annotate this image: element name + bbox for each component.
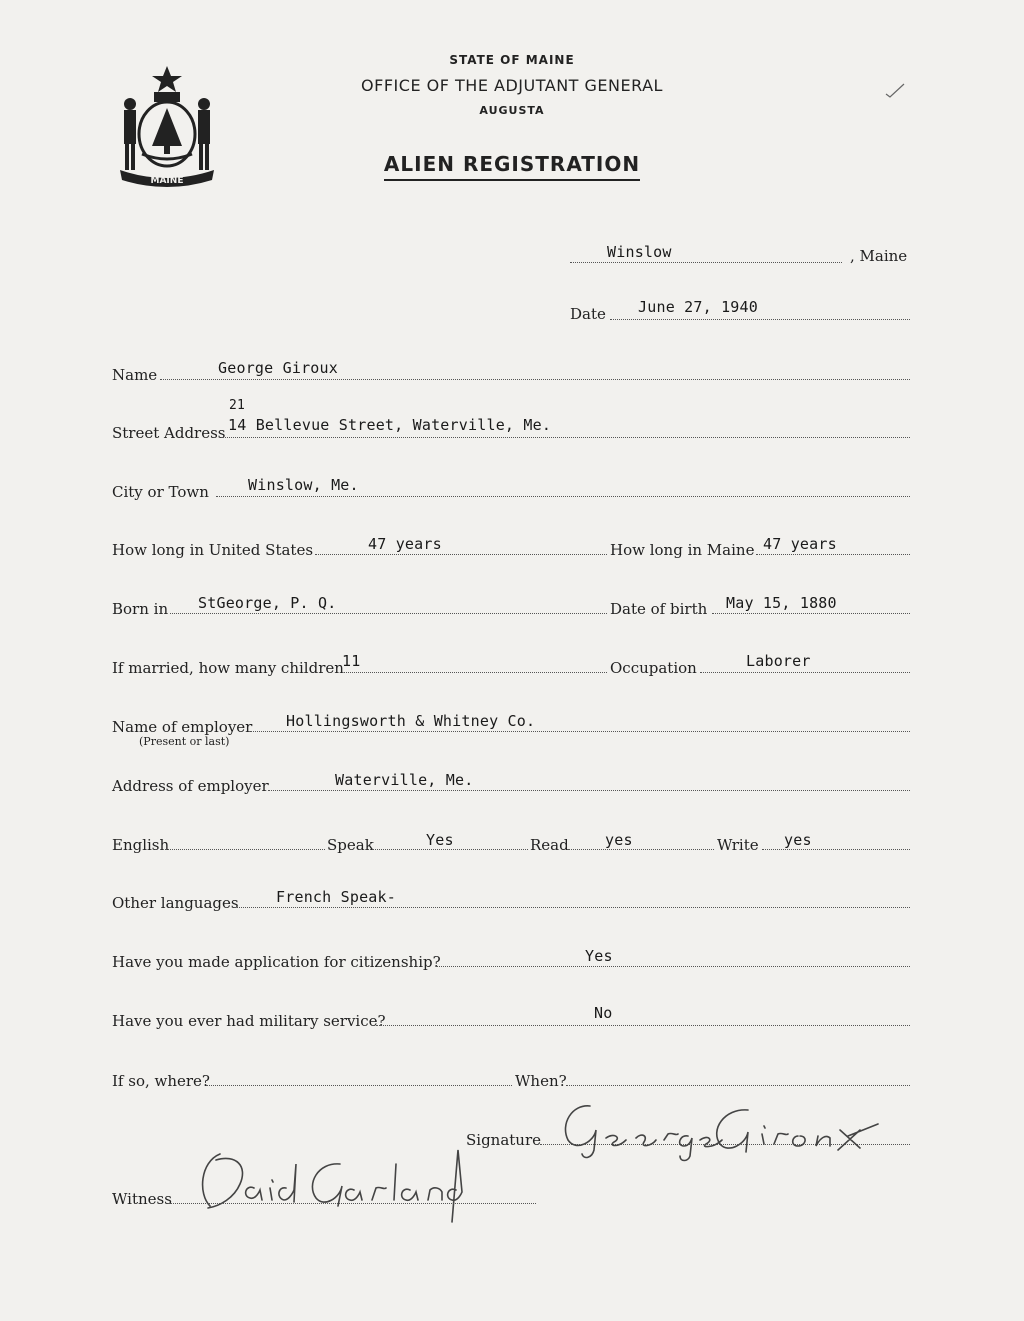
citizenship-value[interactable]: Yes (585, 947, 613, 965)
born-label: Born in (112, 600, 169, 618)
city-line (216, 496, 910, 497)
speak-value[interactable]: Yes (426, 831, 454, 849)
city-label: City or Town (112, 483, 209, 501)
employer-address-value[interactable]: Waterville, Me. (335, 771, 474, 789)
witness-text: David Garland (190, 1144, 198, 1145)
name-value[interactable]: George Giroux (218, 359, 338, 377)
other-languages-label: Other languages (112, 894, 239, 912)
form-title-text: ALIEN REGISTRATION (384, 152, 640, 181)
form-title (0, 152, 1024, 176)
name-label: Name (112, 366, 158, 384)
street-value[interactable]: 14 Bellevue Street, Waterville, Me. (228, 416, 552, 434)
occupation-value[interactable]: Laborer (746, 652, 811, 670)
header-office: OFFICE OF THE ADJUTANT GENERAL (361, 76, 663, 95)
employer-label: Name of employer (112, 718, 253, 736)
employer-address-label: Address of employer (112, 777, 269, 795)
witness-label: Witness (112, 1190, 172, 1208)
maine-duration-line (756, 554, 910, 555)
when-label: When? (515, 1072, 567, 1090)
born-value[interactable]: StGeorge, P. Q. (198, 594, 337, 612)
employer-value[interactable]: Hollingsworth & Whitney Co. (286, 712, 536, 730)
header-city: AUGUSTA (479, 104, 545, 117)
military-value[interactable]: No (594, 1004, 613, 1022)
citizenship-label: Have you made application for citizenship? (112, 953, 441, 971)
maine-duration-value[interactable]: 47 years (763, 535, 837, 553)
children-line (340, 672, 607, 673)
signature-handwritten (548, 1090, 928, 1164)
occupation-label: Occupation (610, 659, 697, 677)
where-label: If so, where? (112, 1072, 210, 1090)
employer-address-line (268, 790, 910, 791)
place-line (570, 262, 842, 263)
city-value[interactable]: Winslow, Me. (248, 476, 359, 494)
dob-value[interactable]: May 15, 1880 (726, 594, 837, 612)
citizenship-line (436, 966, 910, 967)
us-duration-line (315, 554, 607, 555)
employer-sublabel: (Present or last) (139, 735, 230, 748)
seal-banner-text: MAINE (150, 176, 184, 186)
us-duration-label: How long in United States (112, 541, 314, 559)
military-label: Have you ever had military service? (112, 1012, 386, 1030)
date-line (610, 319, 910, 320)
employer-line (250, 731, 910, 732)
place-suffix: , Maine (850, 247, 908, 265)
read-value[interactable]: yes (605, 831, 633, 849)
street-number-correction: 21 (229, 398, 246, 413)
signature-text: George Giroux (548, 1090, 556, 1091)
speak-line (372, 849, 528, 850)
write-label: Write (717, 836, 759, 854)
children-value[interactable]: 11 (342, 652, 361, 670)
when-line (566, 1085, 910, 1086)
military-line (376, 1025, 910, 1026)
dob-line (712, 613, 910, 614)
name-line (160, 379, 910, 380)
check-mark-icon (884, 82, 906, 98)
speak-label: Speak (327, 836, 374, 854)
read-line (568, 849, 714, 850)
date-value[interactable]: June 27, 1940 (638, 298, 758, 316)
read-label: Read (530, 836, 569, 854)
witness-signature-handwritten (190, 1144, 470, 1224)
dob-label: Date of birth (610, 600, 708, 618)
header-state: STATE OF MAINE (449, 53, 575, 67)
signature-label: Signature (466, 1131, 542, 1149)
us-duration-value[interactable]: 47 years (368, 535, 442, 553)
english-line (165, 849, 325, 850)
born-line (170, 613, 607, 614)
write-line (762, 849, 910, 850)
maine-duration-label: How long in Maine (610, 541, 755, 559)
street-label: Street Address (112, 424, 226, 442)
other-languages-value[interactable]: French Speak- (276, 888, 396, 906)
occupation-line (700, 672, 910, 673)
date-label: Date (570, 305, 606, 323)
street-line (222, 437, 910, 438)
place-value[interactable]: Winslow (607, 243, 672, 261)
where-line (206, 1085, 512, 1086)
children-label: If married, how many children (112, 659, 344, 677)
other-languages-line (234, 907, 910, 908)
write-value[interactable]: yes (784, 831, 812, 849)
english-label: English (112, 836, 170, 854)
